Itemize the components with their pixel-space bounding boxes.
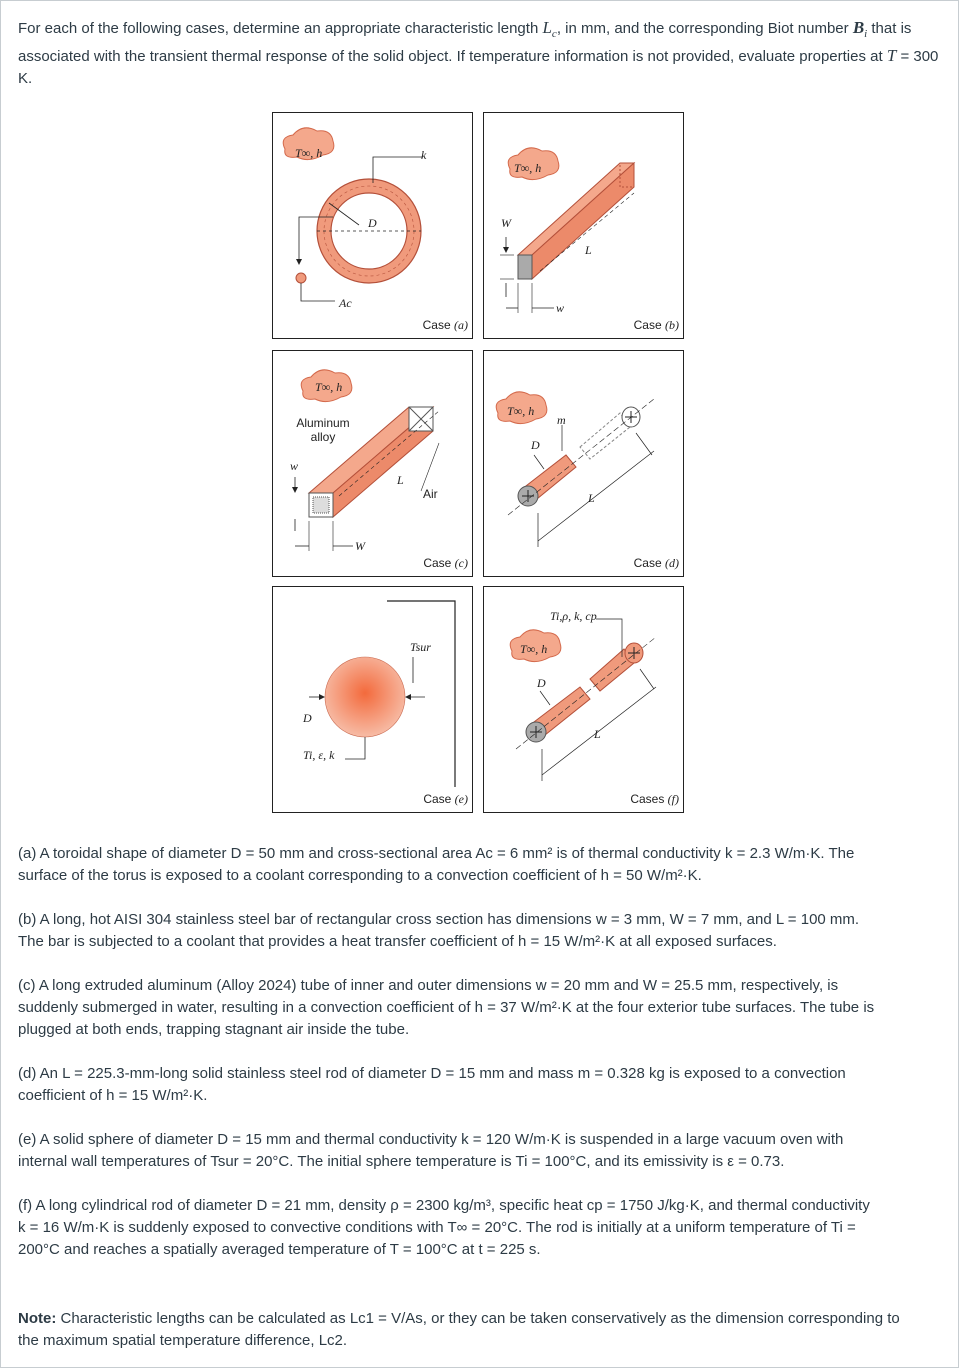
label-D-f: D bbox=[537, 676, 546, 690]
question-f: (f) A long cylindrical rod of diameter D = 21 mm, density ρ = 2300 kg/m³, specific heat cp = 1750 J/kg·K, and thermal conductivity k = 16 W/m·K is suddenly exposed to convective conditions with T∞ = 20°C. The rod is initially at a uniform temperature of Ti = 200°C and reaches a spatially averaged temperature of T = 100°C at t = 225 s. bbox=[18, 1197, 870, 1258]
label-fluid-a: T∞, h bbox=[295, 146, 323, 160]
steel-rod-diagram bbox=[484, 351, 683, 576]
label-m-d: m bbox=[557, 413, 566, 427]
caption-case-f: Cases (f) bbox=[630, 792, 679, 806]
question-a: (a) A toroidal shape of diameter D = 50 mm and cross-sectional area Ac = 6 mm² is of thermal conductivity k = 2.3 W/m·K. The surface of the torus is exposed to a coolant corresponding to a convection coefficient of h = 50 W/m²·K. bbox=[18, 845, 855, 884]
note-label: Note: bbox=[18, 1310, 57, 1327]
label-D-d: D bbox=[531, 438, 540, 452]
figure-case-c bbox=[272, 350, 473, 577]
label-W-b: W bbox=[501, 216, 511, 230]
label-w-b: w bbox=[556, 301, 565, 315]
label-Tsur-e: Tsur bbox=[410, 640, 431, 654]
intro-paragraph: For each of the following cases, determine an appropriate characteristic length $L_c$, in mm, and the corresponding Biot number $B_i$ that is associated with the transient thermal response of the solid object. If temperature information is not provided, evaluate properties at T = 300 K. bbox=[18, 18, 939, 87]
label-k-a: k bbox=[421, 148, 427, 162]
caption-case-b: Case (b) bbox=[633, 318, 679, 332]
label-air-c: Air bbox=[423, 487, 438, 501]
label-fluid-b: T∞, h bbox=[514, 161, 542, 175]
caption-case-c: Case (c) bbox=[423, 556, 468, 570]
sphere-diagram bbox=[273, 587, 472, 812]
note-line-2: the maximum spatial temperature difference, Lc2. bbox=[18, 1332, 348, 1349]
rectangular-bar-diagram bbox=[484, 113, 683, 338]
label-L-b: L bbox=[585, 243, 592, 257]
label-w-c: w bbox=[290, 459, 299, 473]
question-c: (c) A long extruded aluminum (Alloy 2024) tube of inner and outer dimensions w = 20 mm and W = 25.5 mm, respectively, is suddenly submerged in water, resulting in a convection coefficient of h = 37 W/m²·K at the four exterior tube surfaces. The tube is plugged at both ends, trapping stagnant air inside the tube. bbox=[18, 977, 875, 1038]
note-line-1: Characteristic lengths can be calculated as Lc1 = V/As, or they can be taken conservatively as the dimension corresponding to bbox=[56, 1310, 900, 1327]
figure-case-b bbox=[483, 112, 684, 339]
caption-case-e: Case (e) bbox=[423, 792, 468, 806]
label-L-c: L bbox=[397, 473, 404, 487]
caption-case-d: Case (d) bbox=[633, 556, 679, 570]
figure-case-f bbox=[483, 586, 684, 813]
aluminum-tube-diagram bbox=[273, 351, 472, 576]
note-paragraph bbox=[18, 1308, 946, 1352]
label-fluid-c: T∞, h bbox=[315, 380, 343, 394]
figure-case-a bbox=[272, 112, 473, 339]
label-W-c: W bbox=[355, 539, 365, 553]
label-Ac-a: Ac bbox=[339, 296, 352, 310]
label-D-a: D bbox=[368, 216, 377, 230]
label-material-c: Aluminum alloy bbox=[296, 416, 350, 444]
label-D-e: D bbox=[303, 711, 312, 725]
question-d: (d) An L = 225.3-mm-long solid stainless steel rod of diameter D = 15 mm and mass m = 0.328 kg is exposed to a convection coefficient of h = 15 W/m²·K. bbox=[18, 1065, 846, 1104]
caption-case-a: Case (a) bbox=[422, 318, 468, 332]
label-props-f: Ti,ρ, k, cp bbox=[550, 609, 597, 623]
label-props-e: Ti, ε, k bbox=[303, 748, 335, 762]
figure-case-d bbox=[483, 350, 684, 577]
label-fluid-d: T∞, h bbox=[507, 404, 535, 418]
figure-case-e bbox=[272, 586, 473, 813]
label-L-d: L bbox=[588, 491, 595, 505]
label-fluid-f: T∞, h bbox=[520, 642, 548, 656]
label-L-f: L bbox=[594, 727, 601, 741]
question-e: (e) A solid sphere of diameter D = 15 mm and thermal conductivity k = 120 W/m·K is suspended in a large vacuum oven with internal wall temperatures of Tsur = 20°C. The initial sphere temperature is Ti = 100°C, and its emissivity is ε = 0.73. bbox=[18, 1131, 844, 1170]
question-b: (b) A long, hot AISI 304 stainless steel bar of rectangular cross section has dimensions w = 3 mm, W = 7 mm, and L = 100 mm. The bar is subjected to a coolant that provides a heat transfer coefficient of h = 15 W/m²·K at all exposed surfaces. bbox=[18, 911, 860, 950]
